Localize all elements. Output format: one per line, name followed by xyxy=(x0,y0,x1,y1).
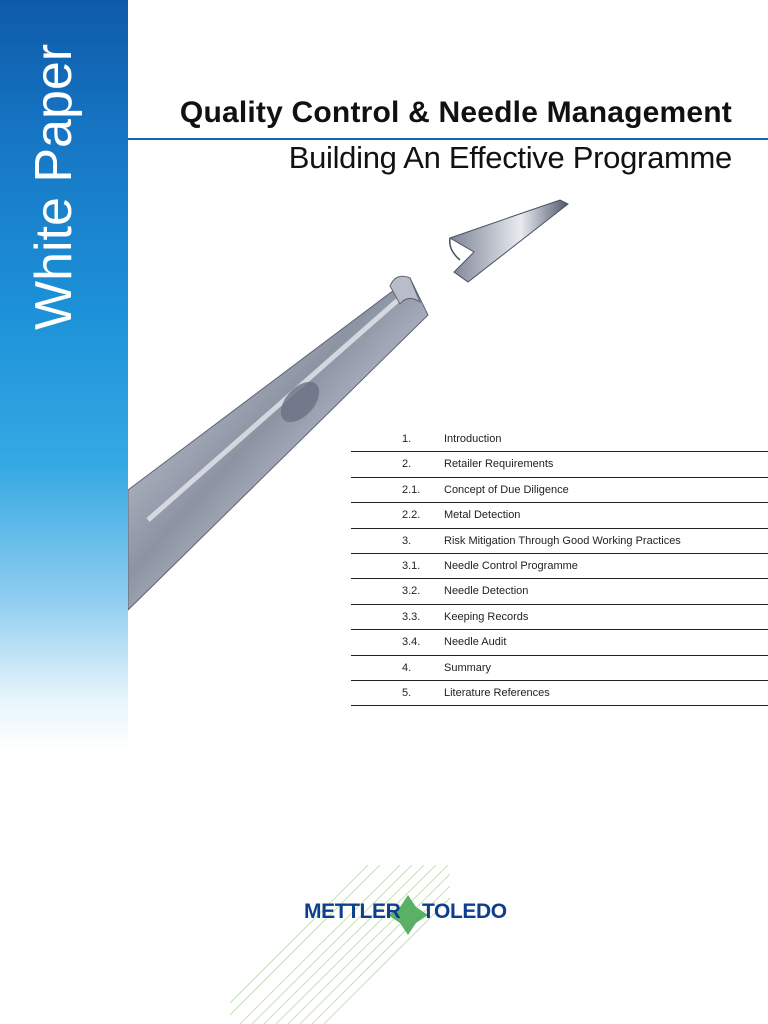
page-title: Quality Control & Needle Management xyxy=(179,96,732,129)
toc-row[interactable] xyxy=(351,681,768,706)
toc-number: 3.3. xyxy=(402,610,421,623)
sidebar-band xyxy=(0,0,128,750)
toc-number: 3.1. xyxy=(402,559,421,572)
toc-label: Summary xyxy=(444,661,492,674)
toc-row[interactable] xyxy=(351,605,768,630)
toc-row[interactable] xyxy=(351,554,768,579)
page-subtitle: Building An Effective Programme xyxy=(288,140,732,175)
toc-number: 2.2. xyxy=(402,509,421,522)
logo-left-word: METTLER xyxy=(304,900,401,923)
toc-number: 2.1. xyxy=(402,483,421,496)
toc-number: 5. xyxy=(402,686,412,699)
toc-number: 4. xyxy=(402,661,412,674)
sidebar-label: White Paper xyxy=(25,43,83,330)
toc-label: Needle Audit xyxy=(444,636,507,649)
toc-label: Introduction xyxy=(444,433,502,445)
toc-number: 1. xyxy=(402,433,412,445)
toc-row[interactable] xyxy=(351,529,768,554)
table-of-contents xyxy=(351,427,768,706)
toc-label: Needle Control Programme xyxy=(444,559,578,572)
toc-label: Literature References xyxy=(444,686,550,699)
toc-label: Needle Detection xyxy=(444,585,529,598)
toc-label: Keeping Records xyxy=(444,610,529,623)
toc-row[interactable] xyxy=(351,656,768,681)
toc-row[interactable] xyxy=(351,579,768,604)
toc-row[interactable] xyxy=(351,427,768,452)
logo-lines-icon xyxy=(230,865,450,1024)
toc-label: Metal Detection xyxy=(444,509,521,522)
toc-label: Risk Mitigation Through Good Working Practices xyxy=(444,534,681,547)
logo-right-word: TOLEDO xyxy=(422,900,507,923)
toc-row[interactable] xyxy=(351,503,768,528)
toc-row[interactable] xyxy=(351,630,768,655)
toc-number: 3.4. xyxy=(402,636,421,649)
toc-label: Concept of Due Diligence xyxy=(444,483,569,496)
toc-row[interactable] xyxy=(351,478,768,503)
toc-row[interactable] xyxy=(351,452,768,477)
toc-number: 3. xyxy=(402,534,412,547)
toc-label: Retailer Requirements xyxy=(444,458,554,471)
toc-number: 2. xyxy=(402,458,412,471)
toc-number: 3.2. xyxy=(402,585,421,598)
